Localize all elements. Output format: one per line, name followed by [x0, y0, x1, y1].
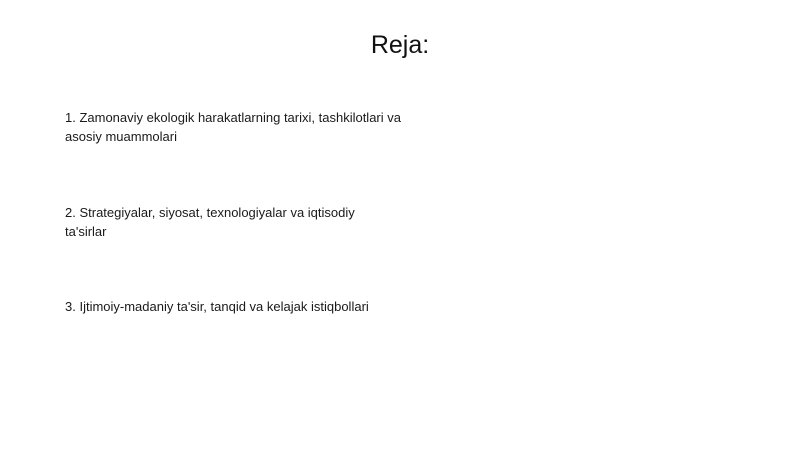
plan-item-1: 1. Zamonaviy ekologik harakatlarning tarixi, tashkilotlari va asosiy muammolari — [65, 110, 401, 144]
plan-item-2: 2. Strategiyalar, siyosat, texnologiyalar va iqtisodiy ta'sirlar — [65, 205, 355, 239]
slide-title: Reja: — [370, 31, 430, 59]
plan-item-3: 3. Ijtimoiy-madaniy ta'sir, tanqid va kelajak istiqbollari — [65, 299, 369, 314]
